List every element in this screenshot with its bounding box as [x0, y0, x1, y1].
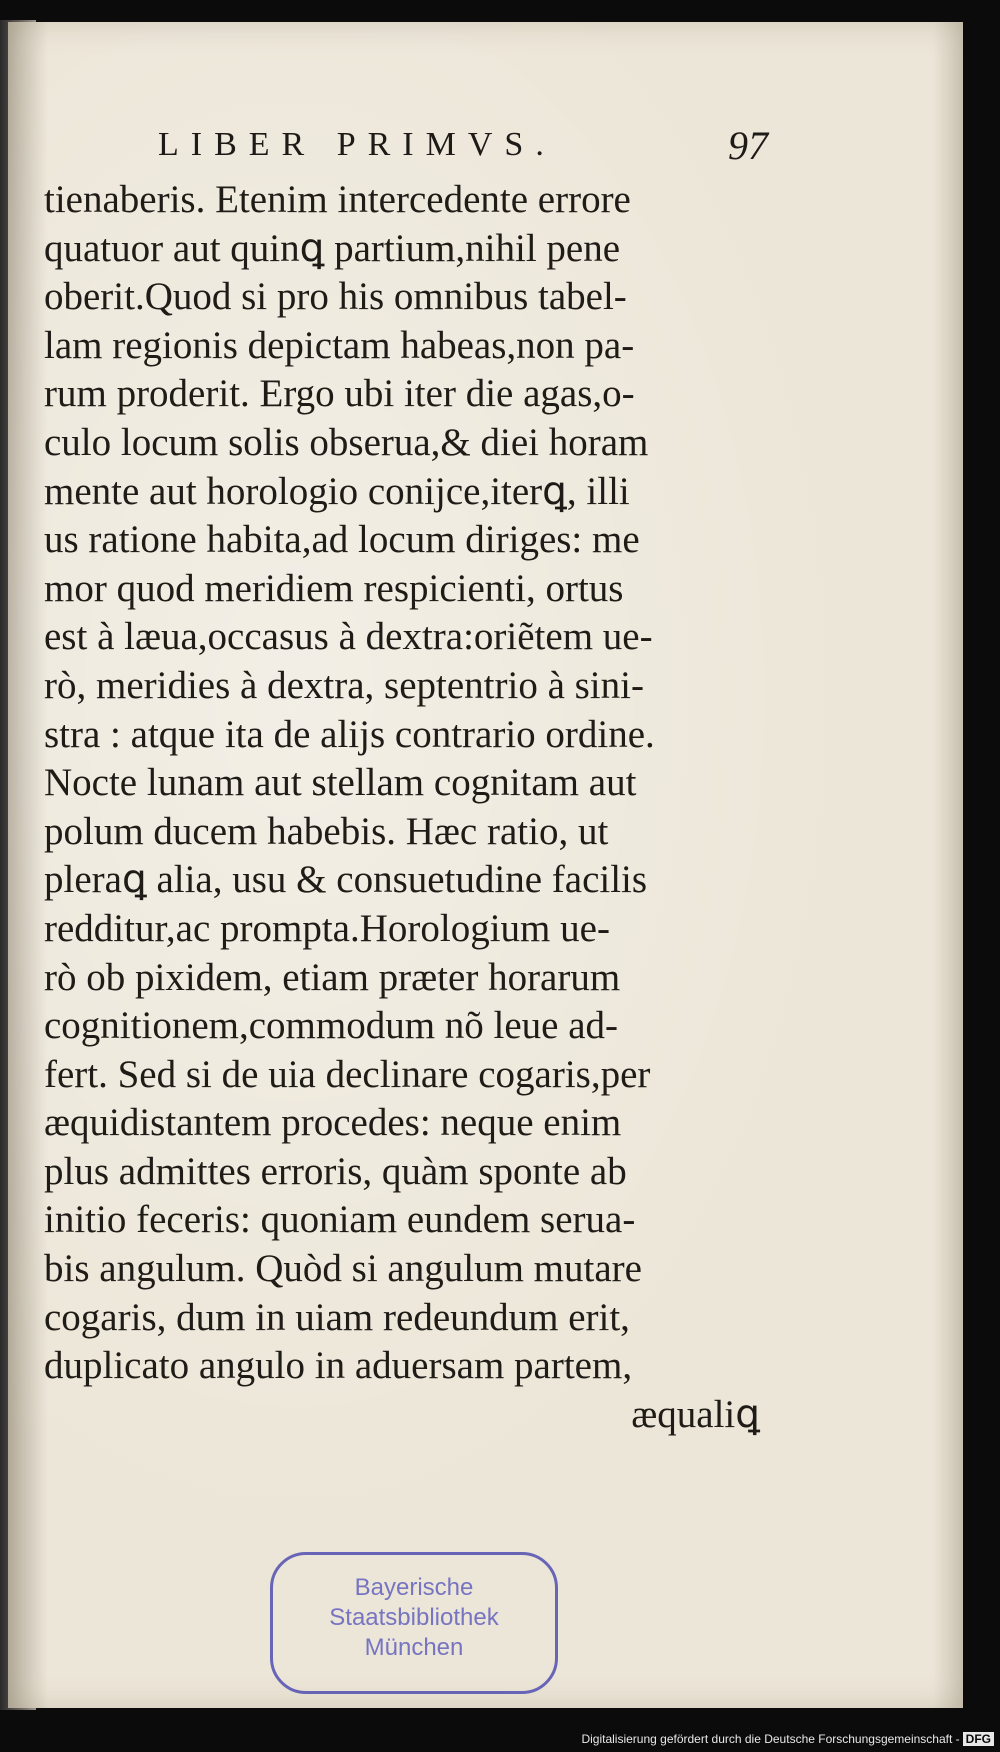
page-header	[158, 123, 768, 176]
text-line: cogaris, dum in uiam redeundum erit,	[44, 1295, 630, 1339]
text-line: quatuor aut quinꝗ partium,nihil pene	[44, 226, 621, 270]
text-line: mente aut horologio conijce,iterꝗ, illi	[44, 469, 630, 513]
text-line: polum ducem habebis. Hæc ratio, ut	[44, 809, 609, 853]
text-line: redditur,ac prompta.Horologium ue-	[44, 906, 610, 950]
text-line: oberit.Quod si pro his omnibus tabel-	[44, 275, 627, 319]
stamp-line: Staatsbibliothek	[329, 1604, 499, 1631]
text-line: plus admittes erroris, quàm sponte ab	[44, 1149, 627, 1193]
text-line: lam regionis depictam habeas,non pa-	[44, 323, 635, 367]
body-text	[44, 176, 764, 1439]
text-line: tienaberis. Etenim intercedente errore	[44, 178, 631, 221]
running-head: LIBER PRIMVS.	[158, 126, 556, 163]
text-line: duplicato angulo in aduersam partem,	[44, 1344, 633, 1388]
stamp-line: München	[364, 1634, 464, 1661]
dfg-logo: DFG	[963, 1732, 994, 1746]
book-page	[8, 22, 963, 1708]
text-line: us ratione habita,ad locum diriges: me	[44, 518, 640, 562]
stamp-line: Bayerische	[354, 1574, 474, 1601]
text-line: initio feceris: quoniam eundem serua-	[44, 1198, 636, 1242]
page-number: 97	[728, 123, 768, 168]
text-line: bis angulum. Quòd si angulum mutare	[44, 1247, 642, 1291]
text-line: fert. Sed si de uia declinare cogaris,per	[44, 1052, 651, 1096]
digitization-credit	[581, 1732, 994, 1746]
text-line: Nocte lunam aut stellam cognitam aut	[44, 761, 637, 805]
text-line: est à læua,occasus à dextra:oriẽtem ue-	[44, 615, 653, 659]
credit-text: Digitalisierung gefördert durch die Deutsche Forschungsgemeinschaft -	[581, 1732, 960, 1746]
text-line: rò ob pixidem, etiam præter horarum	[44, 955, 621, 999]
text-line: cognitionem,commodum nõ leue ad-	[44, 1004, 619, 1048]
text-line: rò, meridies à dextra, septentrio à sini-	[44, 663, 644, 707]
text-line: pleraꝗ alia, usu & consuetudine facilis	[44, 858, 648, 902]
text-line: stra : atque ita de alijs contrario ordine.	[44, 712, 655, 756]
library-stamp	[270, 1552, 558, 1694]
text-line: mor quod meridiem respicienti, ortus	[44, 566, 624, 610]
text-line: æquidistantem procedes: neque enim	[44, 1101, 622, 1145]
catchword: æqualiꝗ	[631, 1392, 760, 1436]
text-line: culo locum solis obserua,& diei horam	[44, 420, 649, 464]
text-line: rum proderit. Ergo ubi iter die agas,o-	[44, 372, 635, 416]
